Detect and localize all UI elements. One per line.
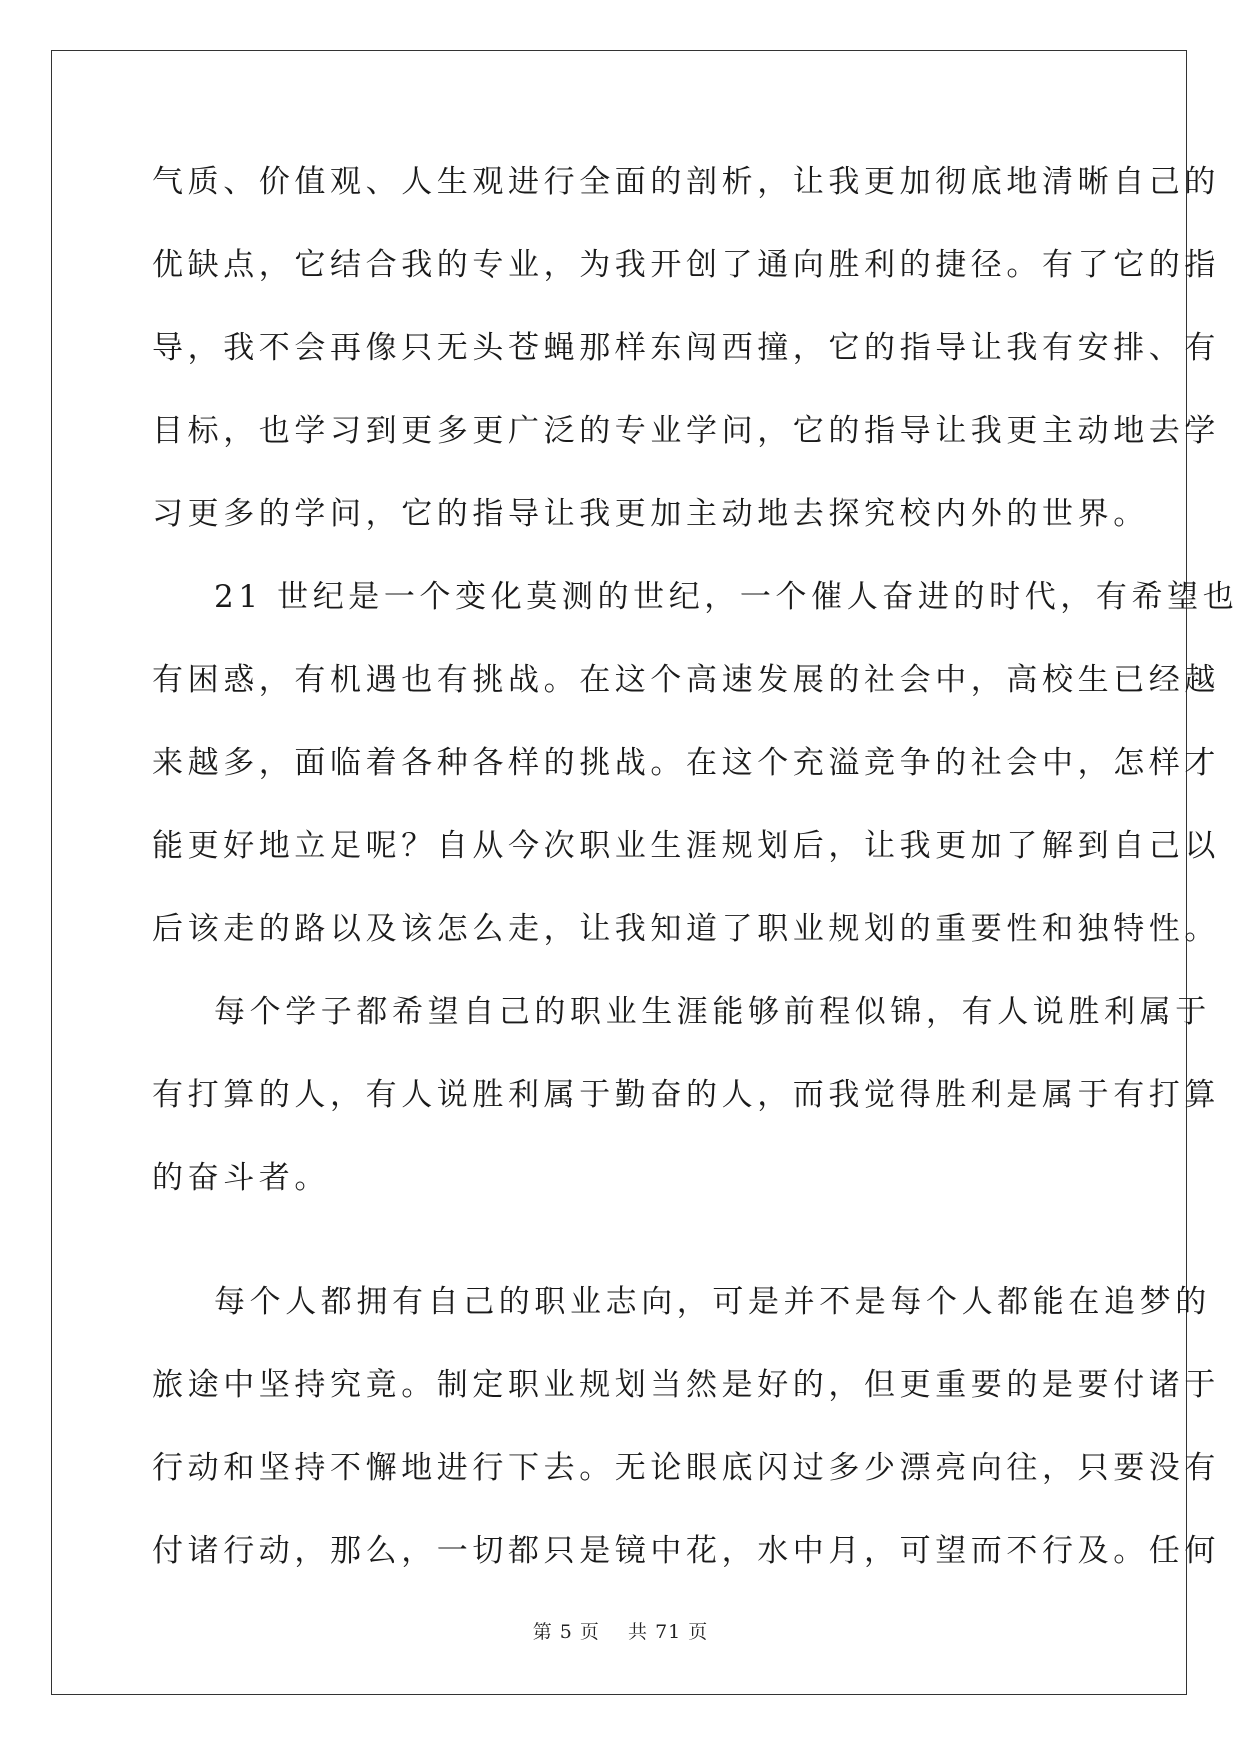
text-line: 能更好地立足呢？自从今次职业生涯规划后，让我更加了解到自己以 bbox=[152, 828, 1220, 864]
paragraph-gap bbox=[152, 1234, 1087, 1275]
text-line: 后该走的路以及该怎么走，让我知道了职业规划的重要性和独特性。 bbox=[152, 911, 1220, 947]
document-body bbox=[152, 155, 1239, 1607]
text-line: 有困惑，有机遇也有挑战。在这个高速发展的社会中，高校生已经越 bbox=[152, 662, 1220, 698]
text-line: 气质、价值观、人生观进行全面的剖析，让我更加彻底地清晰自己的 bbox=[152, 164, 1220, 200]
text-line: 的奋斗者。 bbox=[152, 1160, 330, 1196]
text-line: 行动和坚持不懈地进行下去。无论眼底闪过多少漂亮向往，只要没有 bbox=[152, 1450, 1220, 1486]
paragraph-first-line: 21 世纪是一个变化莫测的世纪，一个催人奋进的时代，有希望也 bbox=[214, 579, 1239, 615]
text-line: 旅途中坚持究竟。制定职业规划当然是好的，但更重要的是要付诸于 bbox=[152, 1367, 1220, 1403]
text-line: 来越多，面临着各种各样的挑战。在这个充溢竞争的社会中，怎样才 bbox=[152, 745, 1220, 781]
page-footer bbox=[0, 1617, 1241, 1644]
page-number: 第 5 页 共 71 页 bbox=[532, 1621, 709, 1643]
text-line: 目标，也学习到更多更广泛的专业学问，它的指导让我更主动地去学 bbox=[152, 413, 1220, 449]
text-line: 付诸行动，那么，一切都只是镜中花，水中月，可望而不行及。任何 bbox=[152, 1533, 1220, 1569]
text-line: 有打算的人，有人说胜利属于勤奋的人，而我觉得胜利是属于有打算 bbox=[152, 1077, 1220, 1113]
text-line: 优缺点，它结合我的专业，为我开创了通向胜利的捷径。有了它的指 bbox=[152, 247, 1220, 283]
text-line: 习更多的学问，它的指导让我更加主动地去探究校内外的世界。 bbox=[152, 496, 1149, 532]
paragraph-first-line: 每个人都拥有自己的职业志向，可是并不是每个人都能在追梦的 bbox=[214, 1284, 1211, 1320]
paragraph-first-line: 每个学子都希望自己的职业生涯能够前程似锦，有人说胜利属于 bbox=[214, 994, 1211, 1030]
text-line: 导，我不会再像只无头苍蝇那样东闯西撞，它的指导让我有安排、有 bbox=[152, 330, 1220, 366]
